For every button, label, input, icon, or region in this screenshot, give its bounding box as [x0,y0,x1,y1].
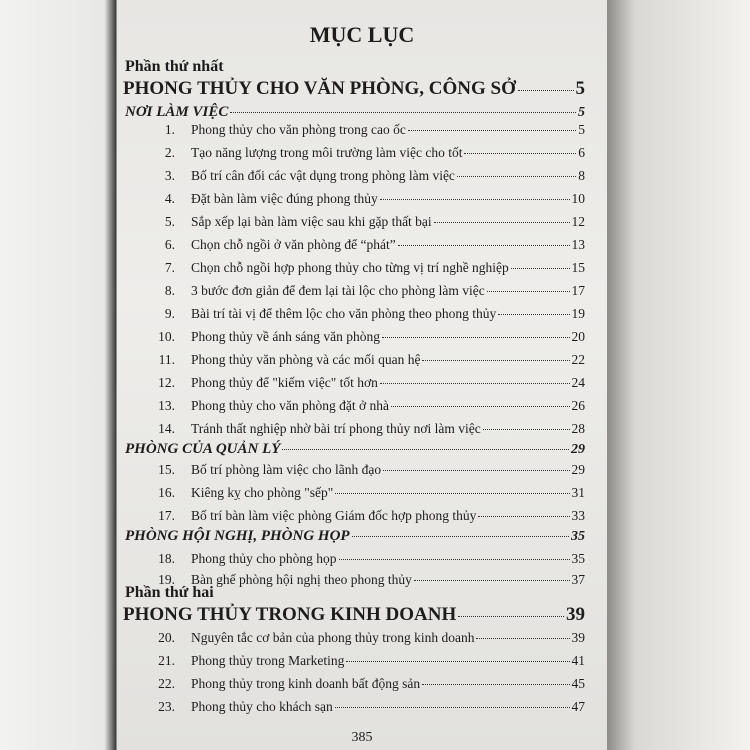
section-heading [125,104,585,121]
part-label: Phần thứ hai [125,584,214,601]
entry-label: Chọn chỗ ngồi ở văn phòng để “phát” [191,237,396,252]
dot-leader [457,176,576,177]
page-number: 385 [351,730,373,745]
item-number: 6. [164,237,175,252]
toc-entry [117,421,585,437]
page-title: MỤC LỤC [309,22,415,47]
dot-leader [383,470,569,471]
toc-entry [117,676,585,692]
entry-label: Phong thủy văn phòng và các mối quan hệ [191,352,421,367]
entry-label: Bố trí bàn làm việc phòng Giám đốc hợp phong thủy [191,508,477,523]
dot-leader [422,360,569,361]
part-heading [123,78,585,100]
entry-page: 20 [571,329,585,344]
item-number: 7. [164,260,175,275]
part-heading [123,604,585,626]
item-number: 23. [158,699,175,714]
toc-entry [117,630,585,646]
entry-page: 10 [571,191,585,206]
entry-label: PHONG THỦY TRONG KINH DOANH [123,604,457,625]
toc-entry [117,551,585,567]
entry-label: Phong thủy để "kiếm việc" tốt hơn [191,375,378,390]
section-heading [125,441,585,458]
dot-leader [230,112,576,113]
entry-label: Bài trí tài vị để thêm lộc cho văn phòng theo phong thủy [191,306,497,321]
entry-label: Phong thủy cho phòng họp [191,551,337,566]
entry-label: Phong thủy cho văn phòng trong cao ốc [191,122,406,137]
item-number: 12. [158,375,175,390]
entry-page: 15 [571,260,585,275]
toc-entry [117,329,585,345]
section-heading [125,528,585,545]
item-number: 4. [164,191,175,206]
entry-page: 28 [571,421,585,436]
item-number: 1. [164,122,175,137]
item-number: 15. [158,462,175,477]
toc-entry [117,237,585,253]
toc-entry [117,260,585,276]
dot-leader [483,429,570,430]
entry-page: 12 [571,214,585,229]
dot-leader [352,536,569,537]
toc-entry [117,306,585,322]
dot-leader [380,199,570,200]
dot-leader [464,153,576,154]
dot-leader [408,130,576,131]
item-number: 10. [158,329,175,344]
entry-page: 29 [571,442,585,457]
item-number: 16. [158,485,175,500]
entry-page: 41 [571,653,585,668]
entry-page: 35 [571,529,585,544]
entry-label: Tránh thất nghiệp nhờ bài trí phong thủy nơi làm việc [191,421,481,436]
dot-leader [398,245,570,246]
dot-leader [518,90,574,91]
dot-leader [434,222,570,223]
dot-leader [282,449,569,450]
entry-page: 6 [578,145,585,160]
entry-label: Bố trí cân đối các vật dụng trong phòng làm việc [191,168,455,183]
entry-page: 5 [578,122,585,137]
entry-label: Phong thủy về ánh sáng văn phòng [191,329,380,344]
item-number: 19. [158,572,175,587]
entry-label: PHONG THỦY CHO VĂN PHÒNG, CÔNG SỞ [123,78,516,99]
dot-leader [335,493,569,494]
entry-label: Kiêng kỵ cho phòng "sếp" [191,485,334,500]
toc-entry [117,462,585,478]
item-number: 20. [158,630,175,645]
toc-entry [117,122,585,138]
entry-page: 37 [571,572,585,587]
dot-leader [346,661,569,662]
entry-label: NƠI LÀM VIỆC [125,104,229,120]
toc-entry [117,375,585,391]
entry-page: 45 [571,676,585,691]
entry-page: 26 [571,398,585,413]
entry-page: 24 [571,375,585,390]
entry-label: Phong thủy cho văn phòng đặt ở nhà [191,398,389,413]
dot-leader [498,314,569,315]
entry-page: 33 [571,508,585,523]
item-number: 8. [164,283,175,298]
entry-label: Nguyên tắc cơ bản của phong thủy trong kinh doanh [191,630,475,645]
item-number: 18. [158,551,175,566]
dot-leader [382,337,570,338]
entry-label: 3 bước đơn giản để đem lại tài lộc cho phòng làm việc [191,283,485,298]
toc-entry [117,191,585,207]
entry-label: Tạo năng lượng trong môi trường làm việc cho tốt [191,145,463,160]
item-number: 21. [158,653,175,668]
entry-label: Phong thủy trong kinh doanh bất động sản [191,676,421,691]
toc-entry [117,283,585,299]
item-number: 2. [164,145,175,160]
entry-page: 35 [571,551,585,566]
entry-page: 39 [571,630,585,645]
entry-label: Bố trí phòng làm việc cho lãnh đạo [191,462,382,477]
background-right-page [606,0,750,750]
item-number: 5. [164,214,175,229]
item-number: 14. [158,421,175,436]
entry-page: 22 [571,352,585,367]
toc-entry [117,485,585,501]
item-number: 3. [164,168,175,183]
dot-leader [414,580,570,581]
dot-leader [380,383,570,384]
dot-leader [335,707,570,708]
toc-entry [117,699,585,715]
toc-entry [117,352,585,368]
entry-page: 19 [571,306,585,321]
entry-page: 29 [571,462,585,477]
entry-label: Phong thủy cho khách sạn [191,699,333,714]
dot-leader [511,268,570,269]
item-number: 17. [158,508,175,523]
entry-label: Sắp xếp lại bàn làm việc sau khi gặp thất bại [191,214,432,229]
toc-entry [117,214,585,230]
toc-entry [117,168,585,184]
entry-label: PHÒNG CỦA QUẢN LÝ [125,441,281,457]
toc-entry [117,508,585,524]
entry-label: Phong thủy trong Marketing [191,653,345,668]
entry-page: 31 [571,485,585,500]
entry-label: Chọn chỗ ngồi hợp phong thủy cho từng vị trí nghề nghiệp [191,260,509,275]
entry-page: 5 [575,78,585,99]
part-label: Phần thứ nhất [125,58,224,75]
dot-leader [458,616,564,617]
entry-page: 47 [571,699,585,714]
toc-entry [117,653,585,669]
toc-entry [117,398,585,414]
entry-page: 5 [578,105,585,120]
entry-page: 17 [571,283,585,298]
item-number: 13. [158,398,175,413]
item-number: 9. [164,306,175,321]
toc-entry [117,145,585,161]
dot-leader [487,291,570,292]
dot-leader [476,638,569,639]
dot-leader [478,516,569,517]
entry-label: Bàn ghế phòng hội nghị theo phong thủy [191,572,412,587]
dot-leader [422,684,569,685]
toc-page [117,0,607,750]
dot-leader [391,406,570,407]
entry-page: 39 [566,604,585,625]
item-number: 11. [158,352,175,367]
dot-leader [339,559,570,560]
entry-page: 13 [571,237,585,252]
item-number: 22. [158,676,175,691]
entry-label: Đặt bàn làm việc đúng phong thủy [191,191,378,206]
entry-label: PHÒNG HỘI NGHỊ, PHÒNG HỌP [125,528,350,544]
entry-page: 8 [578,168,585,183]
background-left [0,0,116,750]
